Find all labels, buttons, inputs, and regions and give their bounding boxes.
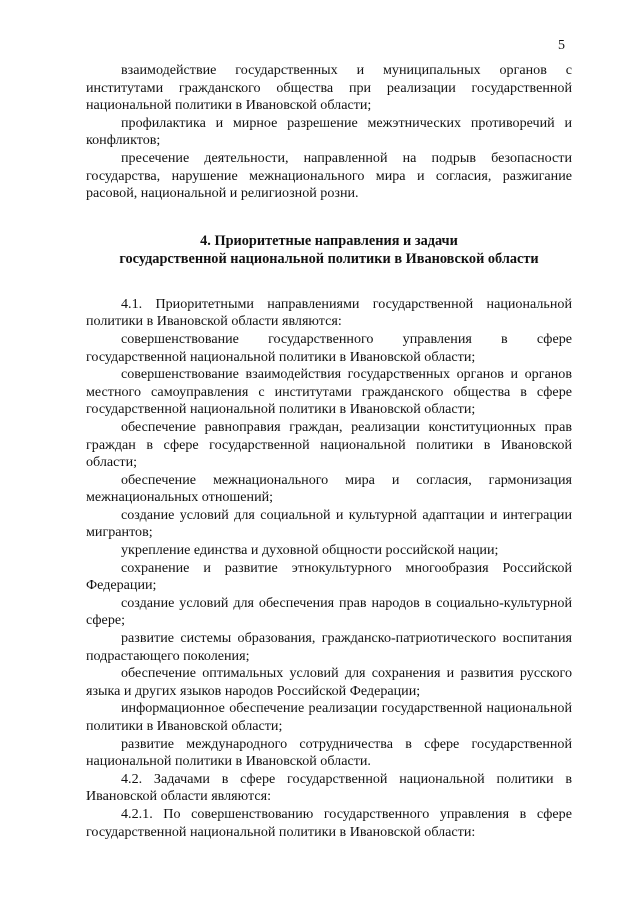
paragraph-4-2: 4.2. Задачами в сфере государственной национальной политики в Ивановской области являются: bbox=[86, 770, 572, 805]
paragraph-4-1: 4.1. Приоритетными направлениями государственной национальной политики в Ивановской области являются: bbox=[86, 295, 572, 330]
direction-item: укрепление единства и духовной общности российской нации; bbox=[121, 542, 499, 559]
direction-item: совершенствование взаимодействия государственных органов и органов местного самоуправления с институтами гражданского общества в сфере государственной национальной политики в Ивановской области; bbox=[86, 366, 572, 418]
direction-item: обеспечение оптимальных условий для сохранения и развития русского языка и других языков народов Российской Федерации; bbox=[86, 665, 572, 699]
direction-item: обеспечение межнационального мира и согласия, гармонизация межнациональных отношений; bbox=[86, 471, 572, 506]
direction-item: обеспечение равноправия граждан, реализации конституционных прав граждан в сфере государственной национальной политики в Ивановской области; bbox=[86, 418, 572, 471]
page-number: 5 bbox=[558, 38, 565, 53]
intro-item: профилактика и мирное разрешение межэтнических противоречий и конфликтов; bbox=[86, 114, 572, 149]
direction-item: создание условий для социальной и культурной адаптации и интеграции мигрантов; bbox=[86, 506, 572, 541]
direction-item: развитие системы образования, гражданско-патриотического воспитания подрастающего поколения; bbox=[86, 630, 572, 664]
direction-item: информационное обеспечение реализации государственной национальной политики в Ивановской области; bbox=[86, 700, 572, 734]
paragraph-4-2-1: 4.2.1. По совершенствованию государственного управления в сфере государственной национальной политики в Ивановской области: bbox=[86, 805, 572, 840]
direction-item: создание условий для обеспечения прав народов в социально-культурной сфере; bbox=[86, 594, 572, 629]
intro-item: взаимодействие государственных и муниципальных органов с институтами гражданского общества при реализации государственной национальной политики в Ивановской области; bbox=[86, 62, 572, 114]
intro-item: пресечение деятельности, направленной на подрыв безопасности государства, нарушение межнационального мира и согласия, разжигание расовой, национальной и религиозной розни. bbox=[86, 149, 572, 202]
section-heading bbox=[86, 232, 572, 268]
section-title-line2: государственной национальной политики в Ивановской области bbox=[119, 250, 539, 267]
direction-item: развитие международного сотрудничества в сфере государственной национальной политики в Ивановской области. bbox=[86, 735, 572, 770]
direction-item: сохранение и развитие этнокультурного многообразия Российской Федерации; bbox=[86, 559, 572, 594]
document-body bbox=[86, 62, 572, 841]
direction-item: совершенствование государственного управления в сфере государственной национальной политики в Ивановской области; bbox=[86, 330, 572, 365]
section-title-line1: 4. Приоритетные направления и задачи bbox=[200, 232, 458, 249]
